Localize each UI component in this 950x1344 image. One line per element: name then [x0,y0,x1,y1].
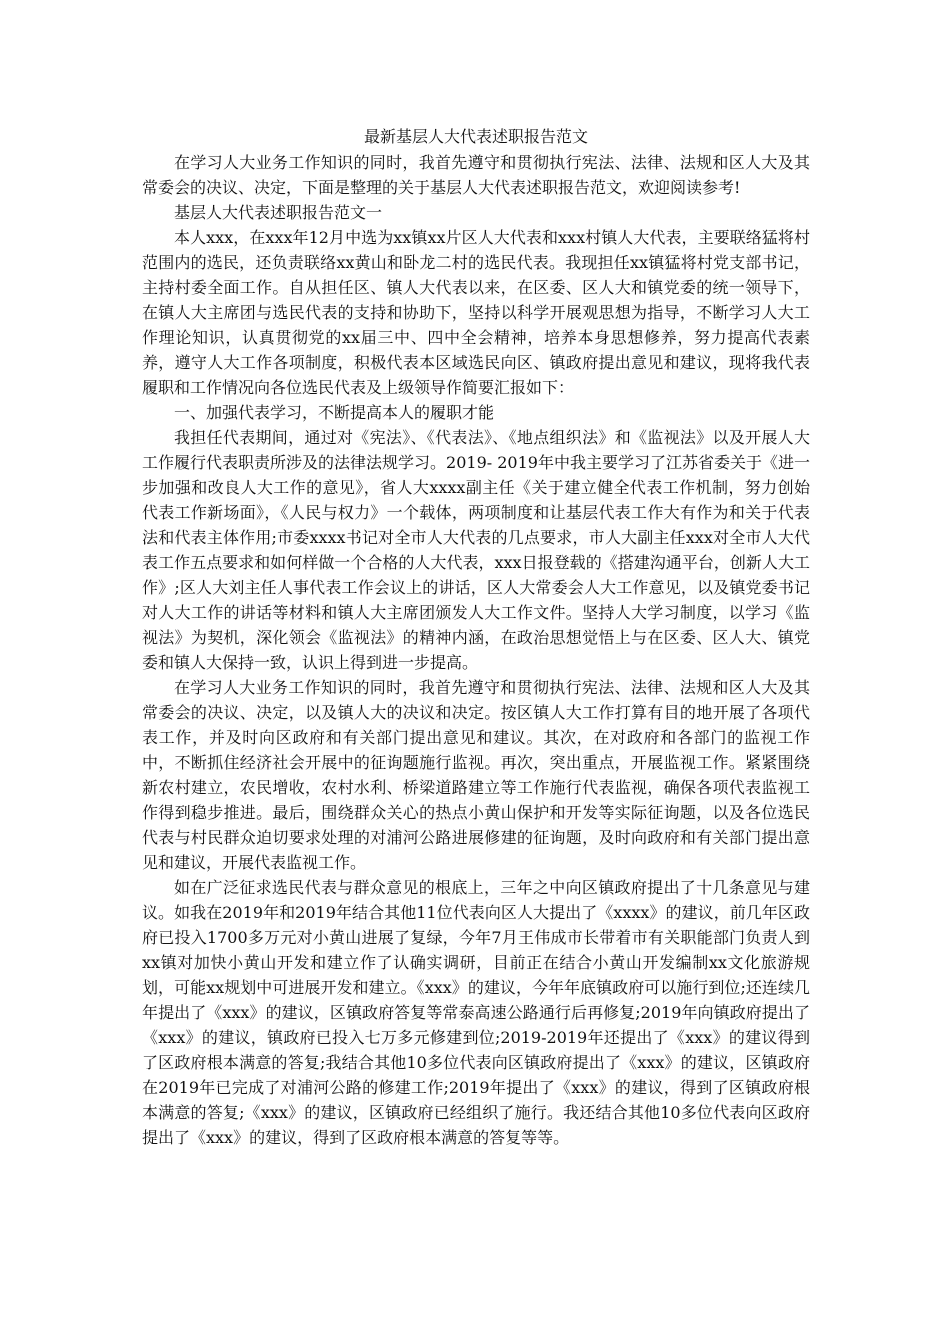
body-paragraph: 在学习人大业务工作知识的同时，我首先遵守和贯彻执行宪法、法律、法规和区人大及其常委会的决议、决定，以及镇人大的决议和决定。按区镇人大工作打算有目的地开展了各项代表工作，并及时向区政府和有关部门提出意见和建议。其次，在对政府和各部门的监视工作中，不断抓住经济社会开展中的征询题施行监视。再次，突出重点，开展监视工作。紧紧围绕新农村建立，农民增收，农村水利、桥梁道路建立等工作施行代表监视，确保各项代表监视工作得到稳步推进。最后，围绕群众关心的热点小黄山保护和开发等实际征询题，以及各位选民代表与村民群众迫切要求处理的对浦河公路进展修建的征询题，及时向政府和有关部门提出意见和建议，开展代表监视工作。 [142,678,810,872]
document-body [142,124,810,1150]
subsection-heading: 一、加强代表学习，不断提高本人的履职才能 [174,403,495,422]
intro-paragraph: 在学习人大业务工作知识的同时，我首先遵守和贯彻执行宪法、法律、法规和区人大及其常委会的决议、决定，下面是整理的关于基层人大代表述职报告范文，欢迎阅读参考! [142,153,810,197]
document-title: 最新基层人大代表述职报告范文 [363,127,588,146]
body-paragraph: 如在广泛征求选民代表与群众意见的根底上，三年之中向区镇政府提出了十几条意见与建议。如我在2019年和2019年结合其他11位代表向区人大提出了《xxxx》的建议，前几年区政府已投入1700多万元对小黄山进展了复绿，今年7月王伟成市长带着市有关职能部门负责人到xx镇对加快小黄山开发和建立作了认确实调研，目前正在结合小黄山开发编制xx文化旅游规划，可能xx规划中可进展开发和建立。《xxx》的建议，今年年底镇政府可以施行到位;还连续几年提出了《xxx》的建议，区镇政府答复等常泰高速公路通行后再修复;2019年向镇政府提出了《xxx》的建议，镇政府已投入七万多元修建到位;2019-2019年还提出了《xxx》的建议得到了区政府根本满意的答复;我结合其他10多位代表向区镇政府提出了《xxx》的建议，区镇政府在2019年已完成了对浦河公路的修建工作;2019年提出了《xxx》的建议，得到了区镇政府根本满意的答复;《xxx》的建议，区镇政府已经组织了施行。我还结合其他10多位代表向区政府提出了《xxx》的建议，得到了区政府根本满意的答复等等。 [142,878,810,1147]
body-paragraph: 本人xxx，在xxx年12月中选为xx镇xx片区人大代表和xxx村镇人大代表，主要联络猛将村范围内的选民，还负责联络xx黄山和卧龙二村的选民代表。我现担任xx镇猛将村党支部书记，主持村委全面工作。自从担任区、镇人大代表以来，在区委、区人大和镇党委的统一领导下，在镇人大主席团与选民代表的支持和协助下，坚持以科学开展观思想为指导，不断学习人大工作理论知识，认真贯彻党的xx届三中、四中全会精神，培养本身思想修养，努力提高代表素养，遵守人大工作各项制度，积极代表本区域选民向区、镇政府提出意见和建议，现将我代表履职和工作情况向各位选民代表及上级领导作简要汇报如下： [142,228,810,397]
section-heading: 基层人大代表述职报告范文一 [174,203,383,222]
body-paragraph: 我担任代表期间，通过对《宪法》、《代表法》、《地点组织法》和《监视法》以及开展人大工作履行代表职责所涉及的法律法规学习。2019- 2019年中我主要学习了江苏省委关于《进一步加强和改良人大工作的意见》，省人大xxxx副主任《关于建立健全代表工作机制，努力创始代表工作新场面》，《人民与权力》一个载体，两项制度和让基层代表工作大有作为和关于代表法和代表主体作用;市委xxxx书记对全市人大代表的几点要求，市人大副主任xxx对全市人大代表工作五点要求和如何样做一个合格的人大代表，xxx日报登载的《搭建沟通平台，创新人大工作》;区人大刘主任人事代表工作会议上的讲话，区人大常委会人大工作意见，以及镇党委书记对人大工作的讲话等材料和镇人大主席团颁发人大工作文件。坚持人大学习制度，以学习《监视法》为契机，深化领会《监视法》的精神内涵，在政治思想觉悟上与在区委、区人大、镇党委和镇人大保持一致，认识上得到进一步提高。 [142,428,810,672]
